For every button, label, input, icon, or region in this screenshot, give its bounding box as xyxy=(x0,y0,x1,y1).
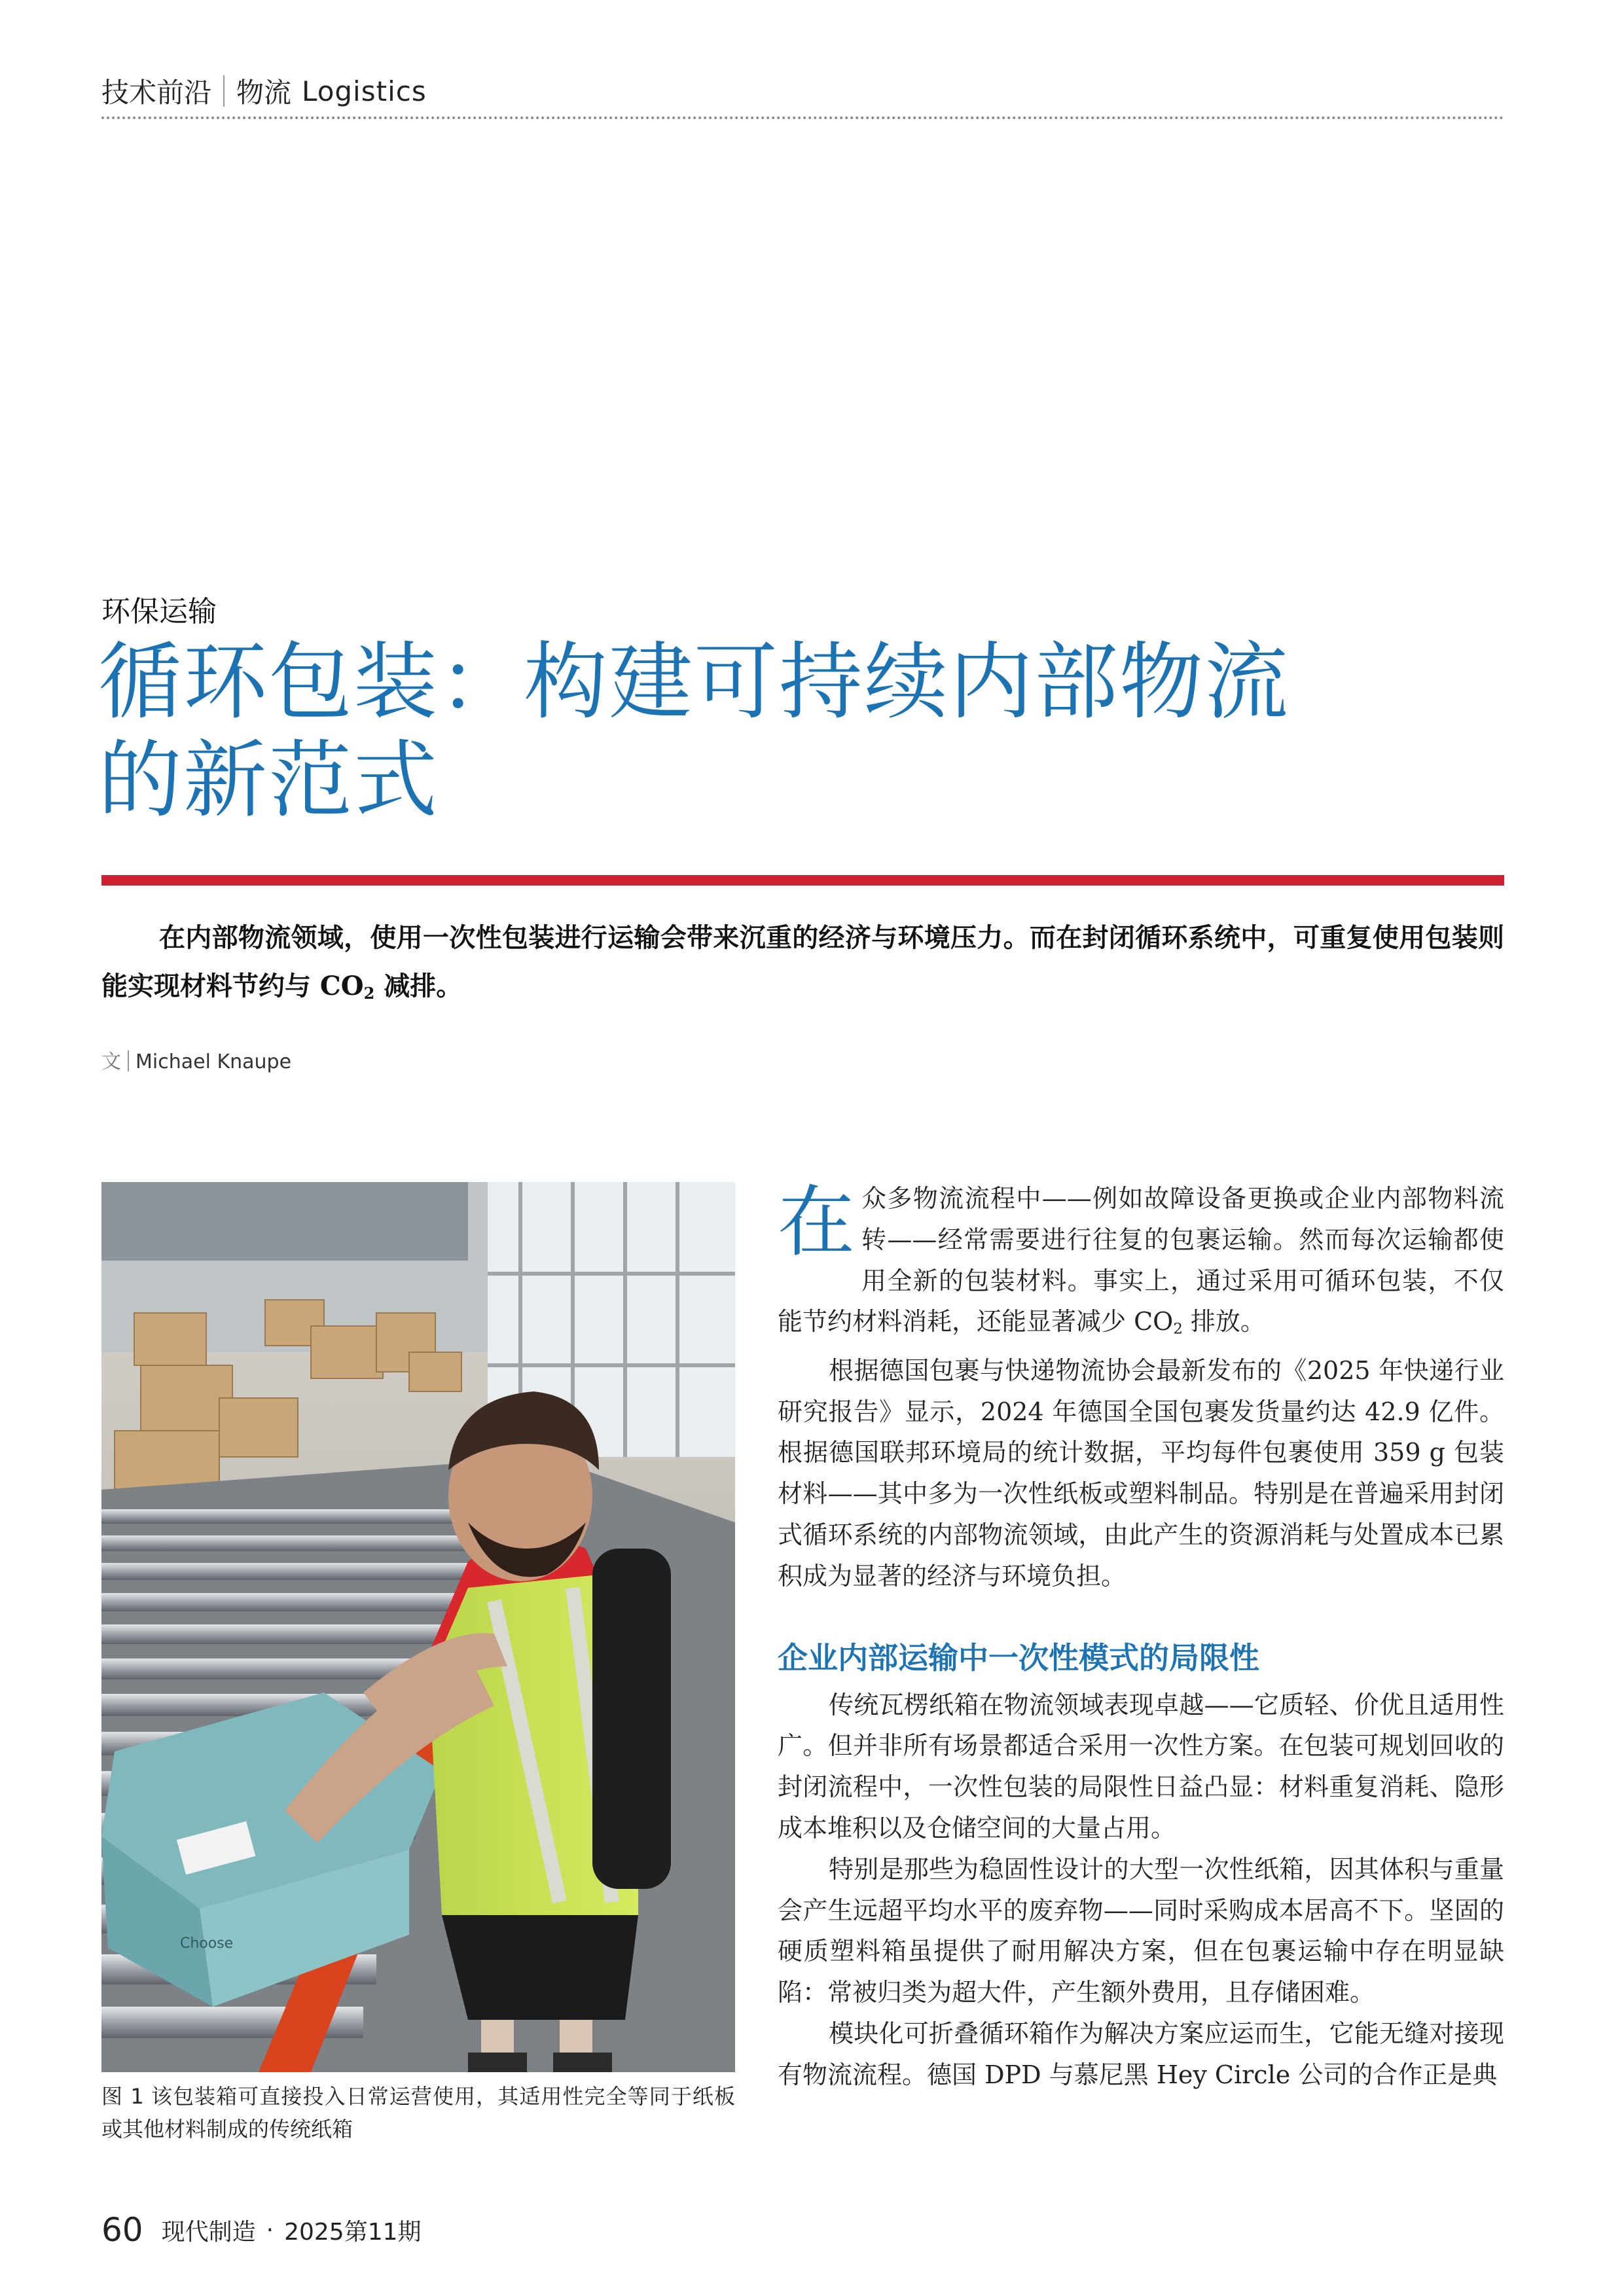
header-dotted-rule xyxy=(101,117,1504,119)
body-paragraph-5: 模块化可折叠循环箱作为解决方案应运而生，它能无缝对接现有物流流程。德国 DPD 与慕尼黑 Hey Circle 公司的合作正是典 xyxy=(778,2019,1504,2089)
p1-text: 众多物流流程中——例如故障设备更换或企业内部物料流转——经常需要进行往复的包裹运输。然而每次运输都使用全新的包装材料。事实上，通过采用可循环包装，不仅能节约材料消耗，还能显著减少 CO xyxy=(778,1184,1504,1336)
byline xyxy=(101,1045,291,1074)
page-number: 60 xyxy=(101,2211,143,2249)
category-label: 物流 xyxy=(236,77,292,109)
title-line-2: 的新范式 xyxy=(98,732,439,829)
byline-separator xyxy=(128,1050,129,1071)
issue-label: 2025第11期 xyxy=(284,2218,422,2246)
body-paragraph-3: 传统瓦楞纸箱在物流领域表现卓越——它质轻、价优且适用性广。但并非所有场景都适合采用一次性方案。在包装可规划回收的封闭流程中，一次性包装的局限性日益凸显：材料重复消耗、隐形成本堆积以及仓储空间的大量占用。 xyxy=(778,1690,1504,1843)
article-kicker: 环保运输 xyxy=(101,595,217,628)
figure-caption: 图 1 该包装箱可直接投入日常运营使用，其适用性完全等同于纸板或其他材料制成的传统纸箱 xyxy=(101,2084,735,2142)
section-heading: 企业内部运输中一次性模式的局限性 xyxy=(778,1640,1259,1676)
author-name: Michael Knaupe xyxy=(135,1050,292,1073)
lead-paragraph xyxy=(101,914,1504,1018)
article-title xyxy=(98,634,1538,830)
title-red-rule xyxy=(101,875,1504,886)
footer-dot: · xyxy=(266,2216,274,2244)
category-label-en: Logistics xyxy=(302,75,427,107)
lead-text: 在内部物流领域，使用一次性包装进行运输会带来沉重的经济与环境压力。而在封闭循环系统中，可重复使用包装则能实现材料节约与 CO xyxy=(101,922,1504,1001)
article-photo xyxy=(101,1182,735,2072)
running-head xyxy=(101,71,427,111)
title-line-1: 循环包装：构建可持续内部物流 xyxy=(98,634,1290,731)
lead-subscript: 2 xyxy=(363,984,375,1003)
body-paragraph-1 xyxy=(778,1178,1504,1350)
box-label: Choose xyxy=(180,1935,234,1952)
body-paragraph-2: 根据德国包裹与快递物流协会最新发布的《2025 年快递行业研究报告》显示，2024 年德国全国包裹发货量约达 42.9 亿件。根据德国联邦环境局的统计数据，平均每件包裹使用 359 g 包装材料——其中多为一次性纸板或塑料制品。特别是在普遍采用封闭式循环系统的内部物流领域，由此产生的资源消耗与处置成本已累积成为显著的经济与环境负担。 xyxy=(778,1355,1504,1590)
lead-text-end: 减排。 xyxy=(374,971,463,1001)
p1-subscript: 2 xyxy=(1173,1321,1183,1338)
p1-text-end: 排放。 xyxy=(1182,1307,1265,1336)
section-label: 技术前沿 xyxy=(101,77,212,109)
page-footer xyxy=(101,2211,422,2249)
drop-cap: 在 xyxy=(778,1177,856,1267)
magazine-name: 现代制造 xyxy=(161,2218,256,2246)
body-column xyxy=(778,1178,1504,2096)
body-paragraph-4: 特别是那些为稳固性设计的大型一次性纸箱，因其体积与重量会产生远超平均水平的废弃物——同时采购成本居高不下。坚固的硬质塑料箱虽提供了耐用解决方案，但在包裹运输中存在明显缺陷：常被归类为超大件，产生额外费用，且存储困难。 xyxy=(778,1854,1504,2007)
byline-label: 文 xyxy=(101,1050,121,1073)
head-separator xyxy=(223,75,225,107)
